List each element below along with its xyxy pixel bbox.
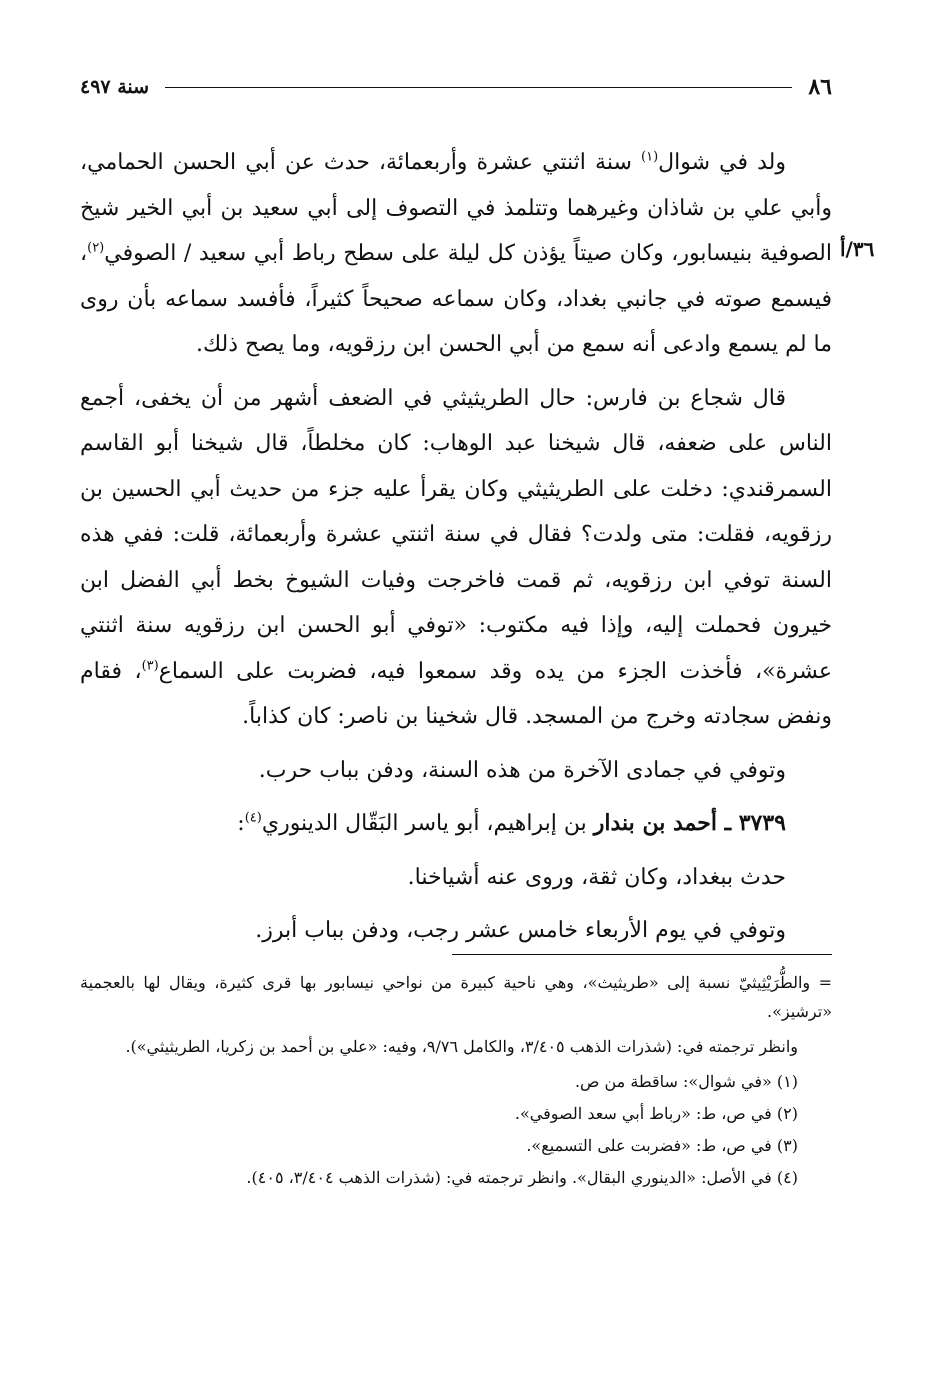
footnote-ref-3: (٣) (141, 658, 159, 674)
main-text (80, 140, 832, 954)
text-run: سنة اثنتي عشرة وأربعمائة، حدث عن أبي الحسن الحمامي، وأبي علي بن شاذان وغيرهما وتتلمذ في التصوف إلى أبي سعيد بن أبي الخير شيخ الصوفية بنيسابور، وكان صيتاً يؤذن كل ليلة على سطح رباط أبي سعيد / الصوفي (80, 150, 832, 266)
running-title: سنة ٤٩٧ (80, 76, 150, 98)
paragraph-birth (80, 140, 832, 368)
footnotes (80, 968, 832, 1195)
footnote-separator (452, 954, 832, 955)
footnote-continuation: وانظر ترجمته في: (شذرات الذهب ٣/٤٠٥، والكامل ٩/٧٦، وفيه: «علي بن أحمد بن زكريا، الطريثيثي»). (125, 1037, 798, 1056)
footnote-1: (١) «في شوال»: ساقطة من ص. (574, 1072, 798, 1091)
text-run: ، فقام ونفض سجادته وخرج من المسجد. قال شخينا بن ناصر: كان كذاباً. (80, 658, 832, 729)
footnote-4: (٤) في الأصل: «الدينوري البقال». وانظر ترجمته في: (شذرات الذهب ٣/٤٠٤، ٤٠٥). (246, 1168, 798, 1187)
entry-lineage: بن إبراهيم، أبو ياسر البَقّال الدينوري (261, 811, 594, 836)
footnote-ref-2: (٢) (87, 240, 105, 256)
paragraph-death: وتوفي في جمادى الآخرة من هذه السنة، ودفن بباب حرب. (258, 757, 786, 783)
entry-name: أحمد بن بندار (593, 810, 717, 836)
footnote-2: (٢) في ص، ط: «رباط أبي سعد الصوفي». (514, 1104, 798, 1123)
manuscript-folio-marker: ٣٦/أ (840, 237, 875, 261)
header-rule (165, 87, 792, 88)
entry-heading (80, 801, 832, 847)
footnote-ref-1: (١) (641, 149, 659, 165)
text-run: قال شجاع بن فارس: حال الطريثيثي في الضعف أشهر من أن يخفى، أجمع الناس على ضعفه، قال شيخنا عبد الوهاب: كان مخلطاً، قال شيخنا أبو القاسم السمرقندي: دخلت على الطريثيثي وكان يقرأ عليه جزء من حديث أبي الحسين بن رزقويه، فقلت: متى ولدت؟ فقال في سنة اثنتي عشرة وأربعمائة، قلت: ففي هذه السنة توفي ابن رزقويه، ثم قمت فاخرجت وفيات الشيوخ بخط أبي الفضل ابن خيرون فحملت إليه، وإذا فيه مكتوب: «توفي أبو الحسن ابن رزقويه سنة اثنتي عشرة»، فأخذت الجزء من يده وقد سمعوا فيه، فضربت على السماع (80, 385, 832, 684)
paragraph-burial: وتوفي في يوم الأربعاء خامس عشر رجب، ودفن بباب أبرز. (255, 918, 786, 943)
text-run: ولد في شوال (658, 150, 786, 175)
footnote-ref-4: (٤) (244, 810, 262, 826)
footnote-continuation: = والطُّرَيْثِيثيّ نسبة إلى «طريثيث»، وهي ناحية كبيرة من نواحي نيسابور بها قرى كثيرة، ويقال لها بالعجمية «ترشيز». (80, 973, 832, 1021)
paragraph-criticism (80, 376, 832, 740)
entry-colon: : (237, 811, 245, 836)
entry-number: ٣٧٣٩ (738, 810, 786, 836)
page-header (80, 72, 832, 102)
text-run: ، فيسمع صوته في جانبي بغداد، وكان سماعه صحيحاً كثيراً، فأفسد سماعه بأن روى ما لم يسمع وادعى أنه سمع من أبي الحسن ابن رزقويه، وما يصح ذلك. (80, 241, 832, 357)
page-number: ٨٦ (808, 74, 832, 100)
paragraph-narration: حدث ببغداد، وكان ثقة، وروى عنه أشياخنا. (407, 864, 786, 890)
entry-separator: ـ (716, 810, 739, 836)
footnote-3: (٣) في ص، ط: «فضربت على التسميع». (526, 1136, 798, 1155)
